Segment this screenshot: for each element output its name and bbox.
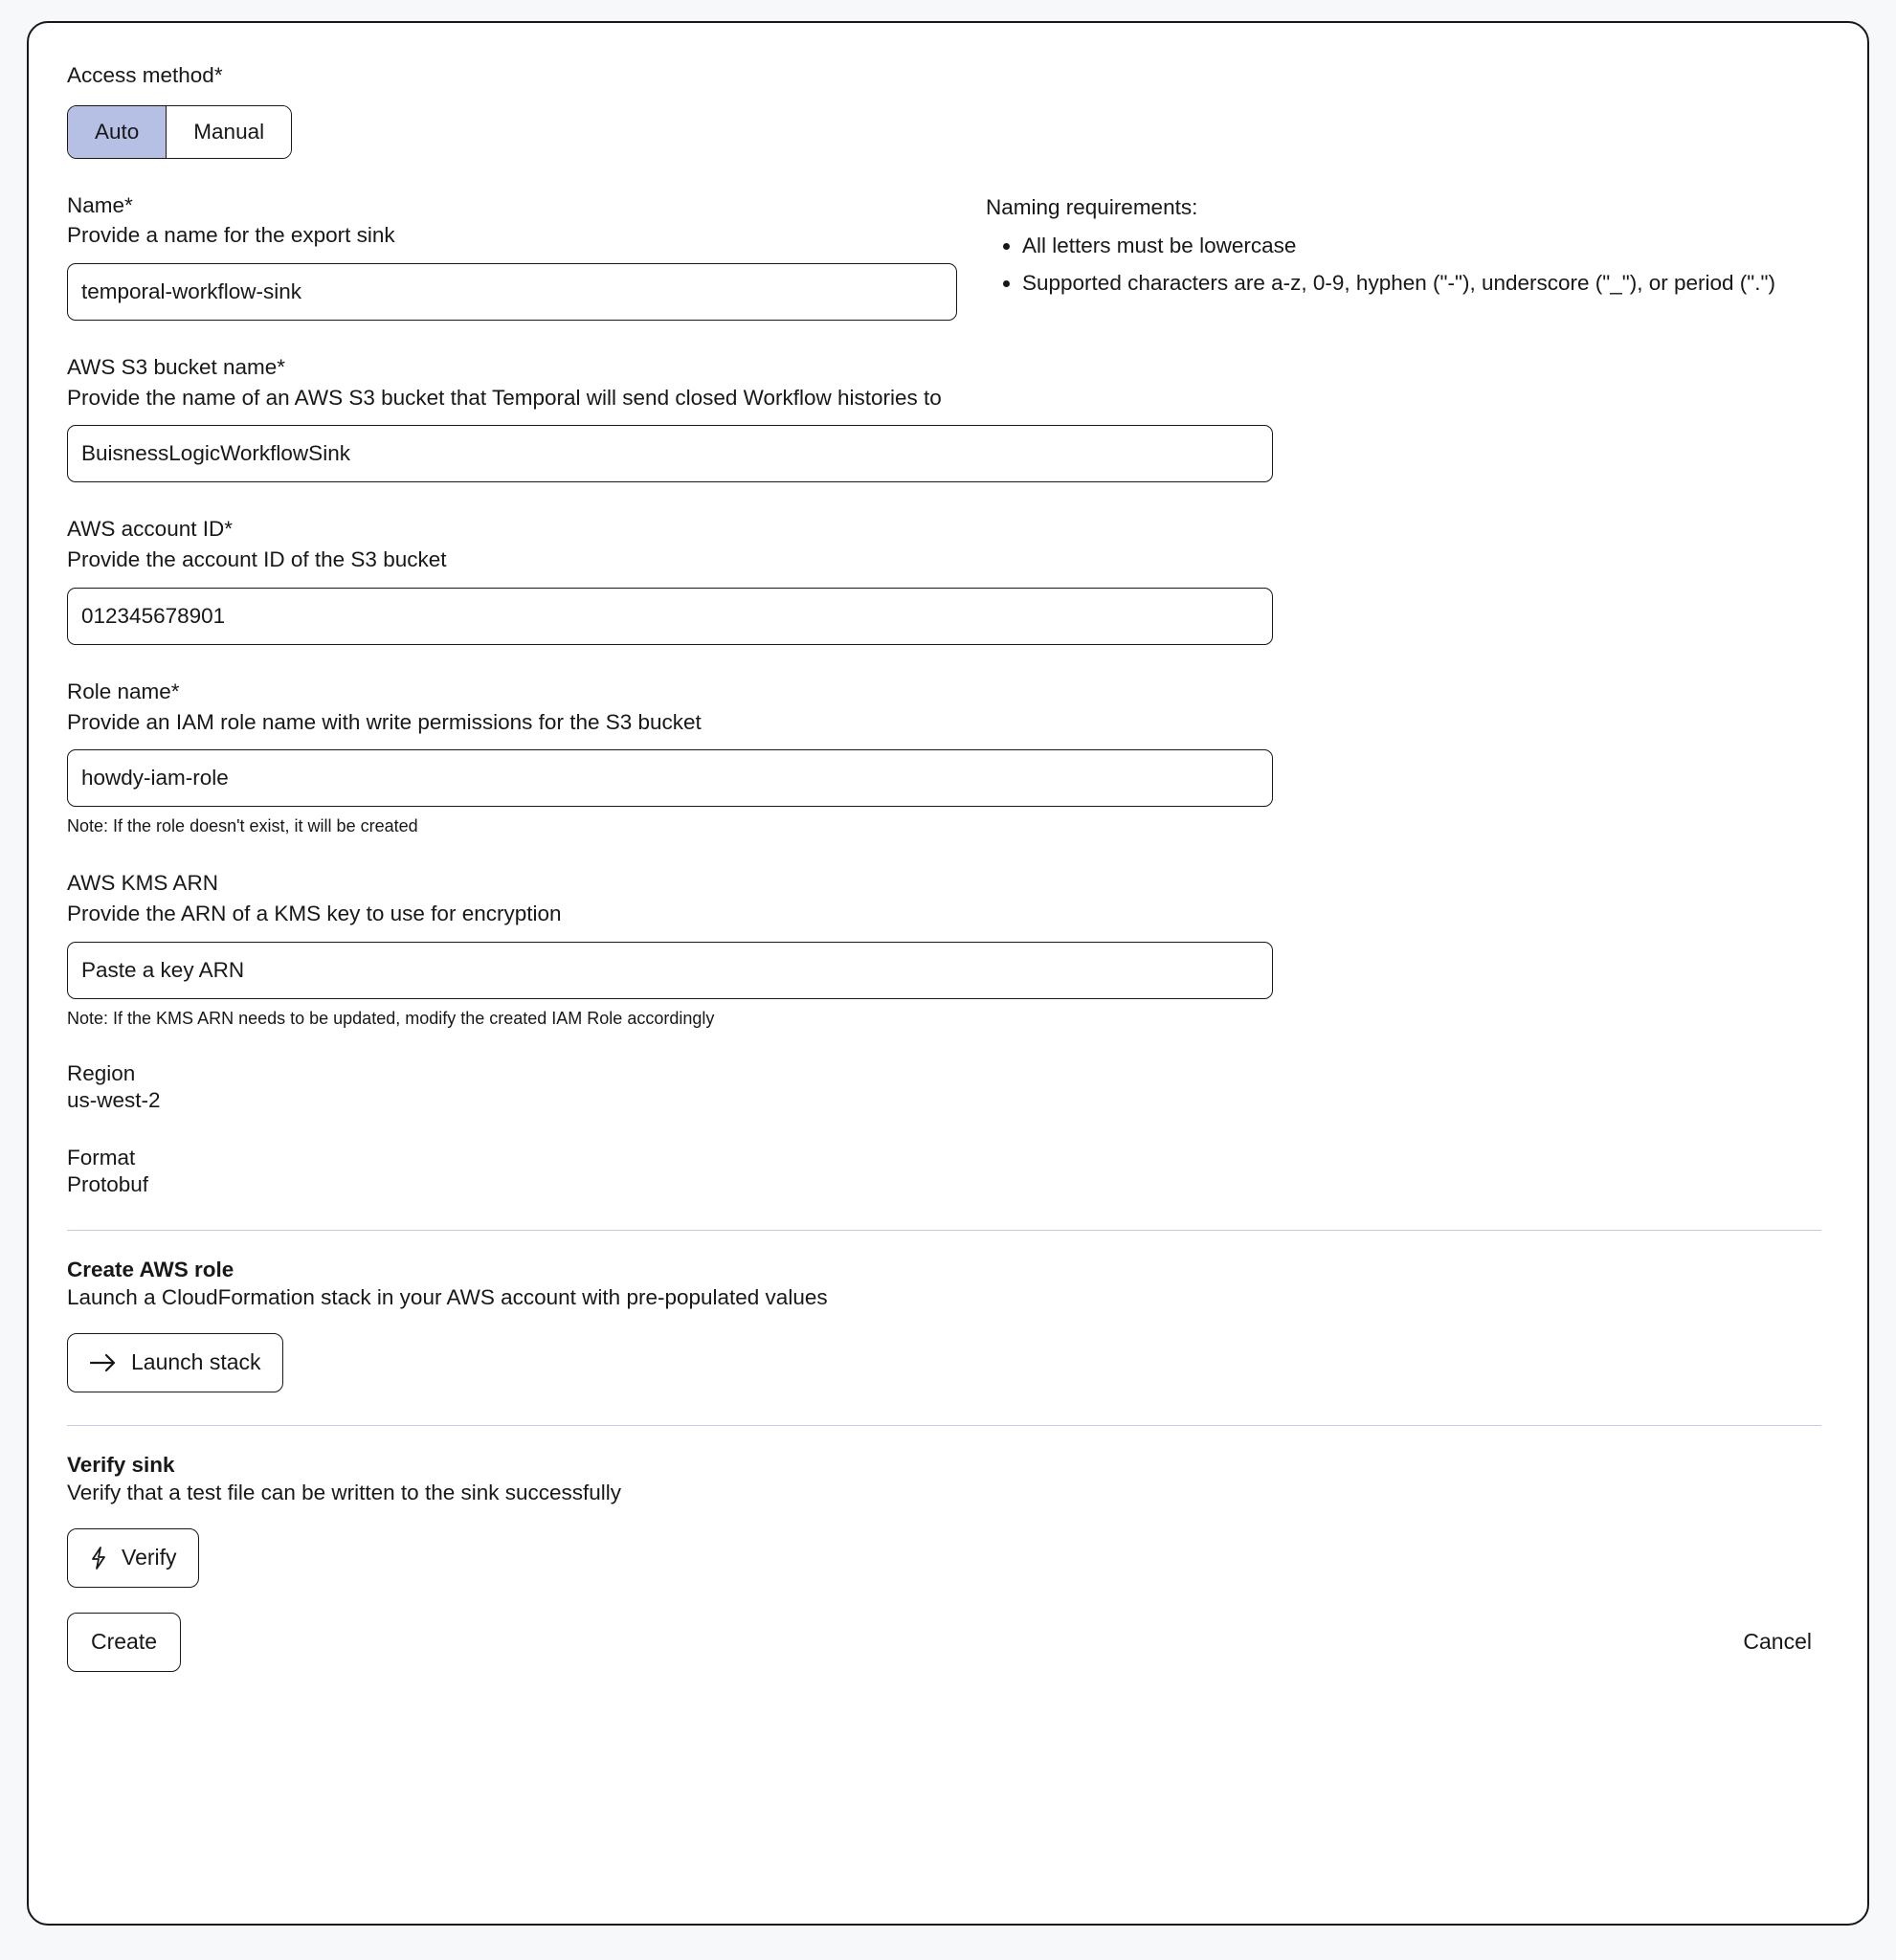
create-aws-role-title: Create AWS role bbox=[67, 1257, 234, 1281]
access-method-option-manual[interactable]: Manual bbox=[167, 106, 291, 158]
role-name-note: Note: If the role doesn't exist, it will be created bbox=[67, 816, 418, 836]
naming-requirement-item: • All letters must be lowercase bbox=[1022, 230, 1821, 263]
access-method-toggle-group[interactable] bbox=[67, 105, 292, 159]
role-name-description: Provide an IAM role name with write permissions for the S3 bucket bbox=[67, 709, 702, 734]
role-name-label: Role name* bbox=[67, 679, 180, 703]
region-group bbox=[67, 1061, 1821, 1113]
cancel-button[interactable]: Cancel bbox=[1743, 1629, 1812, 1655]
bucket-label: AWS S3 bucket name* bbox=[67, 355, 286, 380]
format-label: Format bbox=[67, 1145, 136, 1169]
account-id-input[interactable] bbox=[67, 588, 1273, 645]
region-label: Region bbox=[67, 1060, 136, 1085]
role-name-field-group bbox=[67, 678, 1821, 836]
verify-sink-title: Verify sink bbox=[67, 1452, 175, 1477]
verify-sink-description: Verify that a test file can be written to the sink successfully bbox=[67, 1480, 622, 1504]
format-value: Protobuf bbox=[67, 1171, 149, 1196]
divider bbox=[67, 1425, 1821, 1426]
export-sink-form-card bbox=[27, 21, 1869, 1926]
name-and-requirements-row bbox=[67, 191, 1821, 321]
kms-arn-label: AWS KMS ARN bbox=[67, 871, 218, 896]
account-id-label: AWS account ID* bbox=[67, 517, 233, 542]
name-description: Provide a name for the export sink bbox=[67, 223, 395, 248]
naming-requirements-title: Naming requirements: bbox=[986, 194, 1198, 219]
create-aws-role-description: Launch a CloudFormation stack in your AWS account with pre-populated values bbox=[67, 1284, 828, 1309]
kms-arn-note: Note: If the KMS ARN needs to be updated, modify the created IAM Role accordingly bbox=[67, 1008, 715, 1028]
account-id-description: Provide the account ID of the S3 bucket bbox=[67, 547, 447, 572]
naming-requirements-list bbox=[986, 230, 1821, 301]
bucket-description: Provide the name of an AWS S3 bucket that Temporal will send closed Workflow histories to bbox=[67, 385, 942, 410]
format-group bbox=[67, 1146, 1821, 1197]
bucket-input[interactable] bbox=[67, 425, 1273, 482]
naming-requirement-item: • Supported characters are a-z, 0-9, hyphen ("-"), underscore ("_"), or period (".") bbox=[1022, 267, 1821, 301]
name-label: Name* bbox=[67, 192, 133, 217]
create-button[interactable]: Create bbox=[67, 1613, 181, 1672]
arrow-right-icon bbox=[89, 1352, 118, 1373]
bucket-field-group bbox=[67, 353, 1821, 482]
verify-sink-section bbox=[67, 1453, 1821, 1588]
name-field-group bbox=[67, 191, 957, 321]
kms-arn-field-group bbox=[67, 869, 1821, 1028]
naming-requirements bbox=[986, 191, 1821, 304]
account-id-field-group bbox=[67, 515, 1821, 644]
kms-arn-description: Provide the ARN of a KMS key to use for encryption bbox=[67, 901, 562, 925]
access-method-section bbox=[67, 61, 1821, 159]
region-value: us-west-2 bbox=[67, 1087, 161, 1112]
access-method-label: Access method* bbox=[67, 63, 223, 87]
lightning-bolt-icon bbox=[89, 1546, 108, 1570]
divider bbox=[67, 1230, 1821, 1231]
verify-button[interactable] bbox=[67, 1528, 199, 1588]
create-aws-role-section bbox=[67, 1258, 1821, 1392]
access-method-option-auto[interactable]: Auto bbox=[68, 106, 167, 158]
launch-stack-button[interactable] bbox=[67, 1333, 283, 1392]
verify-label: Verify bbox=[122, 1545, 177, 1570]
kms-arn-input[interactable] bbox=[67, 942, 1273, 999]
form-footer bbox=[67, 1613, 1821, 1672]
role-name-input[interactable] bbox=[67, 749, 1273, 807]
launch-stack-label: Launch stack bbox=[131, 1349, 261, 1375]
name-input[interactable] bbox=[67, 263, 957, 321]
